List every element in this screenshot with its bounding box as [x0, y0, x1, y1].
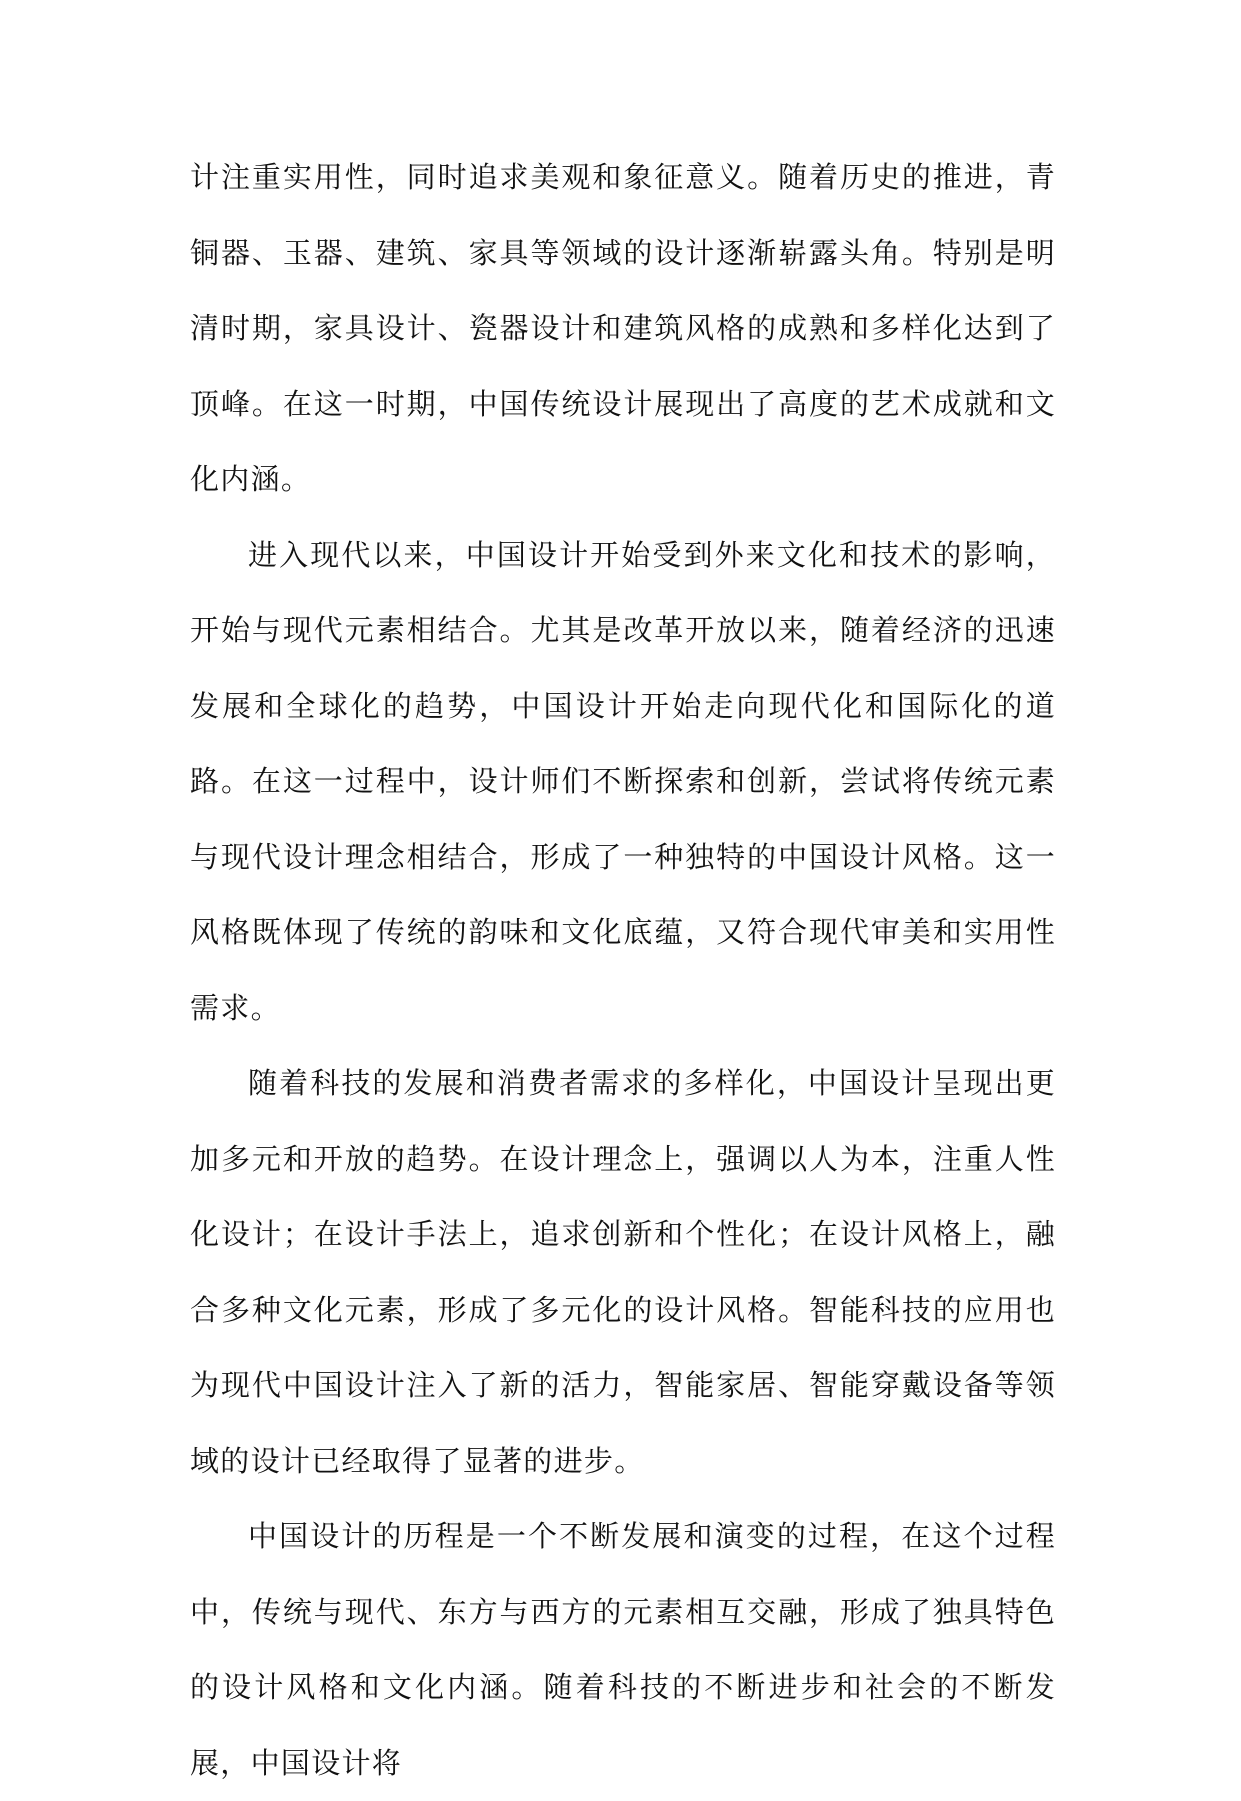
paragraph-1: 计注重实用性，同时追求美观和象征意义。随着历史的推进，青铜器、玉器、建筑、家具等领域的设计逐渐崭露头角。特别是明清时期，家具设计、瓷器设计和建筑风格的成熟和多样化达到了顶峰。在这一时期，中国传统设计展现出了高度的艺术成就和文化内涵。 [190, 160, 1056, 496]
document-body [190, 140, 1056, 1801]
paragraph-2: 进入现代以来，中国设计开始受到外来文化和技术的影响，开始与现代元素相结合。尤其是改革开放以来，随着经济的迅速发展和全球化的趋势，中国设计开始走向现代化和国际化的道路。在这一过程中，设计师们不断探索和创新，尝试将传统元素与现代设计理念相结合，形成了一种独特的中国设计风格。这一风格既体现了传统的韵味和文化底蕴，又符合现代审美和实用性需求。 [190, 537, 1056, 1025]
paragraph-3: 随着科技的发展和消费者需求的多样化，中国设计呈现出更加多元和开放的趋势。在设计理念上，强调以人为本，注重人性化设计；在设计手法上，追求创新和个性化；在设计风格上，融合多种文化元素，形成了多元化的设计风格。智能科技的应用也为现代中国设计注入了新的活力，智能家居、智能穿戴设备等领域的设计已经取得了显著的进步。 [190, 1066, 1056, 1478]
paragraph-4: 中国设计的历程是一个不断发展和演变的过程，在这个过程中，传统与现代、东方与西方的元素相互交融，形成了独具特色的设计风格和文化内涵。随着科技的不断进步和社会的不断发展，中国设计将 [190, 1519, 1056, 1780]
